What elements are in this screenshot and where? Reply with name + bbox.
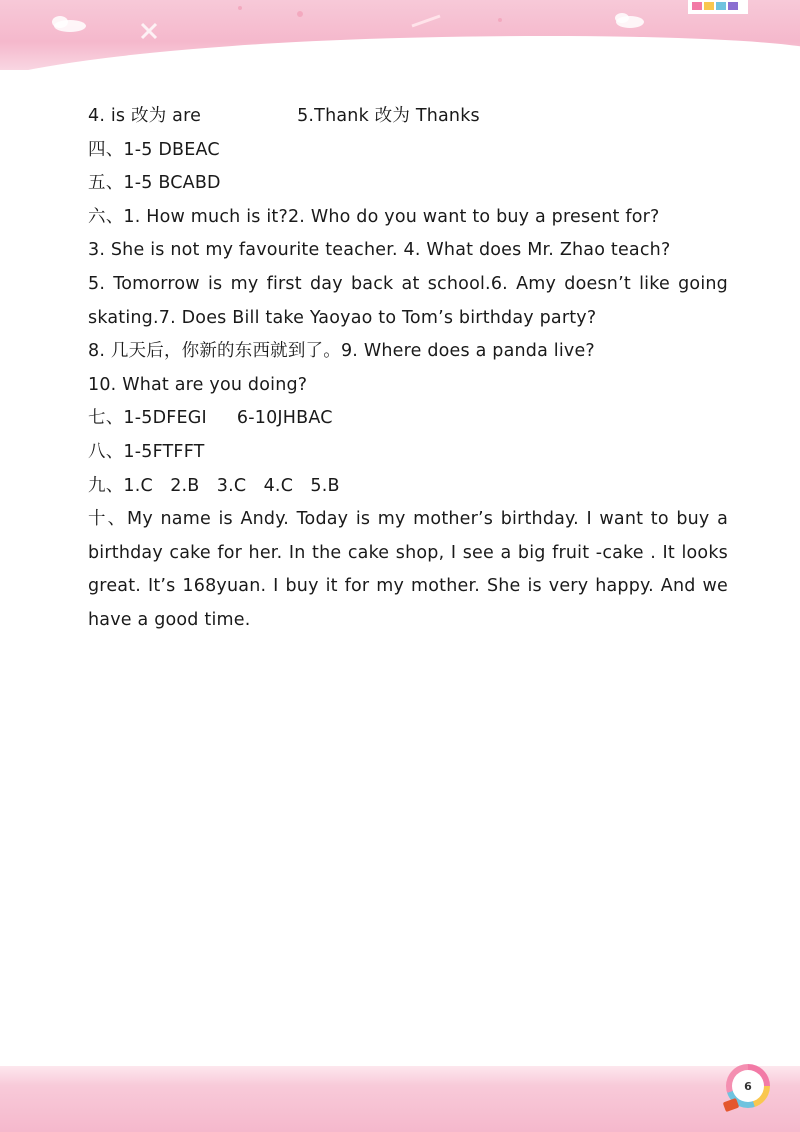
answer-line-1 (88, 100, 728, 134)
section-5-answers: 五、1-5 BCABD (88, 173, 221, 194)
cross-icon (142, 24, 156, 38)
section-7-part-a: 七、1-5DFEGI (88, 408, 207, 429)
section-6-line-4: 8. 几天后，你新的东西就到了。9. Where does a panda live? (88, 341, 595, 362)
stick-icon (412, 16, 440, 26)
section-6-line-2: 3. She is not my favourite teacher. 4. What does Mr. Zhao teach? (88, 240, 671, 261)
section-4-answers: 四、1-5 DBEAC (88, 139, 220, 160)
answer-5-correction: 5.Thank 改为 Thanks (297, 106, 480, 126)
page-number: 6 (732, 1070, 764, 1102)
cloud-icon (52, 16, 86, 32)
section-10-paragraph: 十、My name is Andy. Today is my mother’s birthday. I want to buy a birthday cake for her. In the cake shop, I see a big fruit -cake . It looks great. It’s 168yuan. I buy it for my mother. She is very happy. And we have a good time. (88, 509, 728, 630)
star-icon (238, 6, 502, 22)
section-9-answers: 九、1.C 2.B 3.C 4.C 5.B (88, 475, 340, 496)
logo-icon (688, 0, 748, 14)
section-6-line-3: 5. Tomorrow is my first day back at school.6. Amy doesn’t like going skating.7. Does Bill take Yaoyao to Tom’s birthday party? (88, 273, 728, 328)
bottom-banner (0, 1066, 800, 1132)
section-8-answers: 八、1-5FTFFT (88, 441, 205, 462)
section-6-line-1: 六、1. How much is it?2. Who do you want to buy a present for? (88, 206, 660, 227)
section-7-part-b: 6-10JHBAC (236, 408, 333, 429)
section-6-line-5: 10. What are you doing? (88, 374, 308, 395)
answer-4-correction: 4. is 改为 are (88, 106, 202, 126)
answer-content (88, 100, 728, 638)
section-7-answers (88, 402, 728, 436)
cloud-icon (615, 13, 644, 28)
